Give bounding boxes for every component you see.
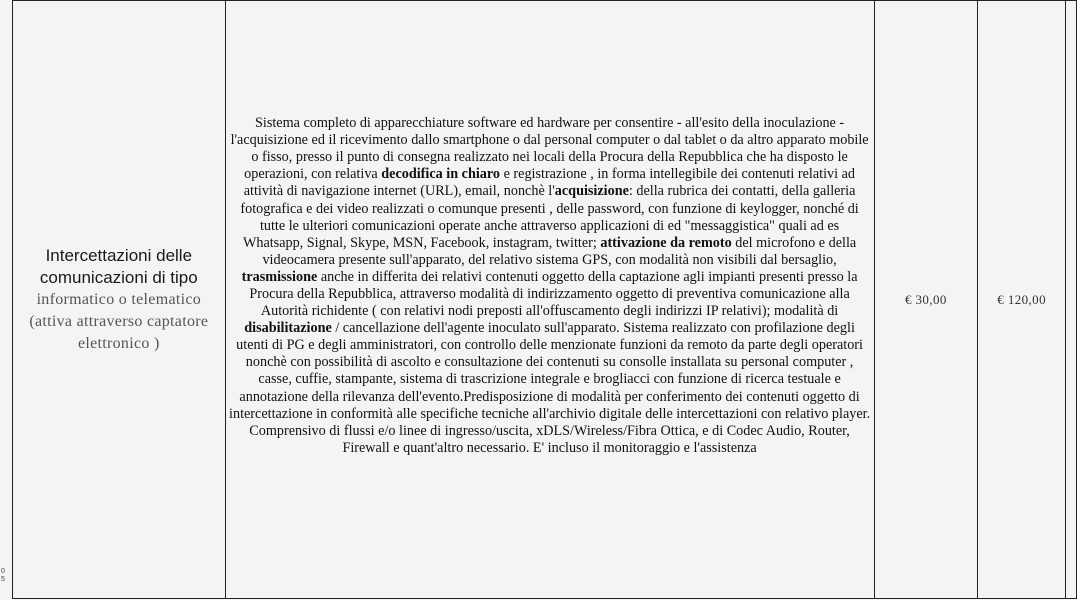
price-table	[12, 0, 1077, 599]
description-text: anche in differita dei relativi contenuti oggetto della captazione agli impianti presenti presso la Procura della Repubblica, attraverso modalità di indirizzamento oggetto di preventiva comunicazione alla Autorità richidente ( con relativi nodi preposti all'offuscamento degli indirizzi IP relativi); modalità di	[249, 268, 858, 320]
service-type-title: Intercettazioni delle comunicazioni di tipo	[39, 245, 198, 287]
margin-marks	[1, 568, 5, 584]
service-type-label	[13, 245, 225, 355]
table-row	[13, 1, 1077, 599]
margin-mark: 0	[1, 568, 5, 575]
service-type-subtitle: informatico o telematico (attiva attraverso captatore elettronico )	[29, 290, 209, 352]
daily-price: € 30,00	[904, 291, 947, 307]
description-text: : della rubrica dei contatti, della galleria fotografica e dei video realizzati o comunque presenti , delle password, con funzione di keylogger, nonché di tutte le ulteriori comunicazioni operate anche attraverso applicazioni di ed "messaggistica" quali ad es Whatsapp, Signal, Skype, MSN, Facebook, instagram, twitter;	[240, 183, 859, 251]
total-price: € 120,00	[997, 291, 1046, 307]
description-text: / cancellazione dell'agente inoculato sull'apparato. Sistema realizzato con profilazione degli utenti di PG e degli amministratori, con controllo delle menzionate funzioni da remoto da parte degli operatori nonchè con possibilità di ascolto e consultazione dei contenuti su consolle installata su personal computer , casse, cuffie, stampante, sistema di trascrizione integrale e brogliacci con funzione di ricerca testuale e annotazione della rilevanza dell'evento.Predisposizione di modalità per conferimento dei contenuti oggetto di intercettazione in conformità alle specifiche tecniche all'archivio digitale delle intercettazioni con relativo player. Comprensivo di flussi e/o linee di ingresso/uscita, xDLS/Wireless/Fibra Ottica, e di Codec Audio, Router, Firewall e quant'altro necessario. E' incluso il monitoraggio e l'assistenza	[229, 320, 871, 456]
description-cell	[225, 1, 874, 599]
daily-price-cell	[874, 1, 978, 599]
description-text: del microfono e della videocamera presente sull'apparato, del relativo sistema GPS, con modalità non visibili dal bersaglio,	[262, 234, 857, 268]
service-description	[226, 115, 874, 457]
description-text: e registrazione , in forma intellegibile dei contenuti relativi ad attività di navigazione internet (URL), email, nonchè l'	[243, 166, 855, 200]
description-bold-remote-activation: attivazione da remoto	[600, 234, 732, 251]
description-text: Sistema completo di apparecchiature software ed hardware per consentire - all'esito della inoculazione - l'acquisizione ed il ricevimento dallo smartphone o dal personal computer o dal tablet o da altro apparato mobile o fisso, presso il punto di consegna realizzato nei locali della Procura della Repubblica che ha disposto le operazioni, con relativa	[230, 115, 869, 183]
service-type-cell	[13, 1, 226, 599]
total-price-cell	[978, 1, 1066, 599]
description-bold-transmission: trasmissione	[241, 268, 318, 285]
description-bold-acquisition: acquisizione	[554, 183, 629, 200]
description-bold-decoding: decodifica in chiaro	[381, 166, 501, 183]
margin-mark: 5	[1, 576, 5, 583]
description-bold-disabling: disabilitazione	[244, 320, 332, 337]
trailing-cell	[1066, 1, 1077, 599]
